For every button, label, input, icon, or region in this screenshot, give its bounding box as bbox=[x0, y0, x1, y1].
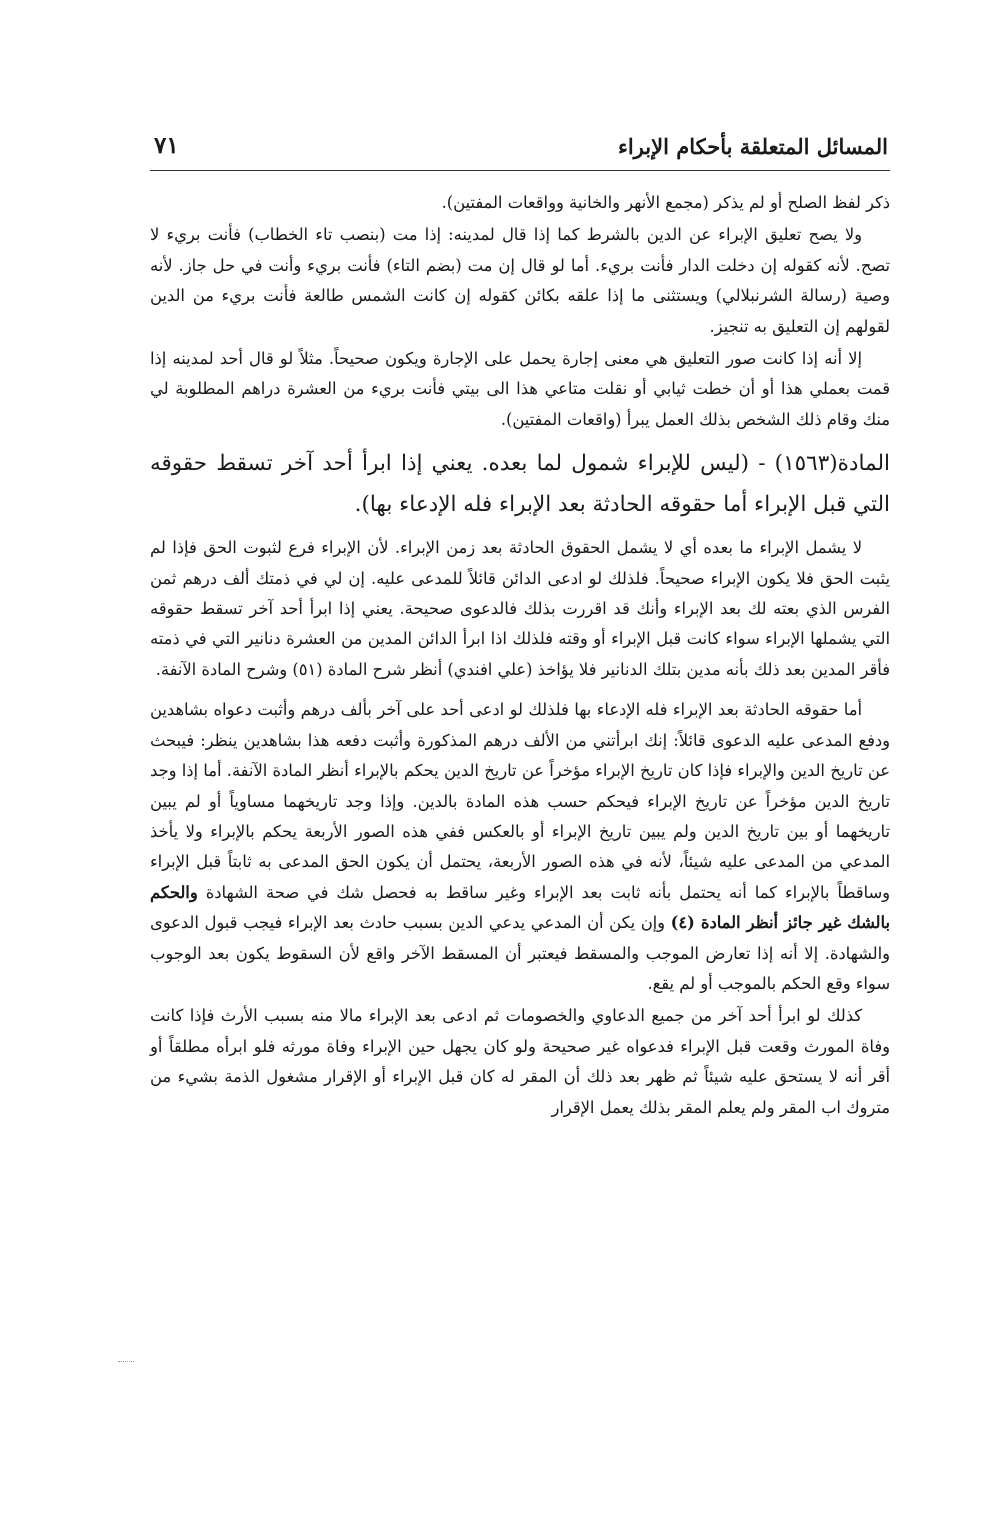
paragraph: لا يشمل الإبراء ما بعده أي لا يشمل الحقوق الحادثة بعد زمن الإبراء. لأن الإبراء فرع لثبوت الحق فإذا لم يثبت الحق فلا يكون الإبراء صحيحاً. فلذلك لو ادعى الدائن قائلاً للمدعى عليه. إن لي في ذمتك ألف درهم ثمن الفرس الذي بعته لك بعد الإبراء وأنك قد اقررت بذلك فالدعوى صحيحة. يعني إذا ابرأ أحد آخر تسقط حقوقه التي يشملها الإبراء سواء كانت قبل الإبراء أو وقته فلذلك اذا ابرأ الدائن المدين من العشرة دنانير التي في ذمته فأقر المدين بعد ذلك بأنه مدين بتلك الدنانير فلا يؤاخذ (علي افندي) أنظر شرح المادة (٥١) وشرح المادة الآنفة. bbox=[150, 538, 890, 679]
paragraph: ذكر لفظ الصلح أو لم يذكر (مجمع الأنهر والخانية وواقعات المفتين). bbox=[441, 193, 890, 212]
scan-mark bbox=[118, 1361, 134, 1362]
header-rule bbox=[150, 170, 890, 171]
paragraph: ولا يصح تعليق الإبراء عن الدين بالشرط كما إذا قال لمدينه: إذا مت (بنصب تاء الخطاب) فأنت بريء لا تصح. لأنه كقوله إن دخلت الدار فأنت بريء. أما لو قال إن مت (بضم التاء) فأنت بريء وأنت في حل جاز. لأنه وصية (رسالة الشرنبلالي) ويستثنى ما إذا علقه بكائن كقوله إن كانت الشمس طالعة فأنت بريء من الدين لقولهم إن التعليق به تنجيز. bbox=[150, 225, 890, 336]
paragraph-text: وإن يكن أن المدعي يدعي الدين بسبب حادث بعد الإبراء فيجب قبول الدعوى والشهادة. إلا أنه إذا تعارض الموجب والمسقط فيعتبر أن المسقط الآخر واقع لأن السقوط يكون بعد الوجوب سواء وقع الحكم بالموجب أو لم يقع. bbox=[150, 913, 890, 993]
page-number: ٧١ bbox=[154, 132, 179, 159]
page-body bbox=[150, 188, 890, 1123]
paragraph: كذلك لو ابرأ أحد آخر من جميع الدعاوي والخصومات ثم ادعى بعد الإبراء مالا منه بسبب الأرث فإذا كانت وفاة المورث وقعت قبل الإبراء فدعواه غير صحيحة ولو كان يجهل حين الإبراء وفاة مورثه فلو ابرأه مطلقاً أو أقر أنه لا يستحق عليه شيئاً ثم ظهر بعد ذلك أن المقر له كان قبل الإبراء أو الإقرار مشغول الذمة بشيء من متروك اب المقر ولم يعلم المقر بذلك يعمل الإقرار bbox=[150, 1006, 890, 1117]
paragraph bbox=[150, 695, 890, 999]
paragraph: إلا أنه إذا كانت صور التعليق هي معنى إجارة يحمل على الإجارة ويكون صحيحاً. مثلاً لو قال أحد لمدينه إذا قمت بعملي هذا أو أن خطت ثيابي أو نقلت متاعي هذا الى بيتي فأنت بريء من العشرة دراهم المطلوبة لي منك وقام ذلك الشخص بذلك العمل يبرأ (واقعات المفتين). bbox=[150, 349, 890, 429]
article-heading: المادة(١٥٦٣) - (ليس للإبراء شمول لما بعده. يعني إذا ابرأ أحد آخر تسقط حقوقه التي قبل الإبراء أما حقوقه الحادثة بعد الإبراء فله الإدعاء بها). bbox=[150, 451, 890, 518]
running-title: المسائل المتعلقة بأحكام الإبراء bbox=[617, 134, 888, 159]
paragraph-text: أما حقوقه الحادثة بعد الإبراء فله الإدعاء بها فلذلك لو ادعى أحد على آخر بألف درهم وأثبت دعواه بشاهدين ودفع المدعى عليه الدعوى قائلاً: إنك ابرأتني من الألف درهم المذكورة وأثبت دفعه هذا بشاهدين ينظر: فيبحث عن تاريخ الدين والإبراء فإذا كان تاريخ الإبراء مؤخراً عن تاريخ الدين يحكم بالإبراء أنظر المادة الآنفة. أما إذا وجد تاريخ الدين مؤخراً عن تاريخ الإبراء فيحكم حسب هذه المادة بالدين. وإذا وجد تاريخهما مساوياً أو لم يبين تاريخهما أو بين تاريخ الدين ولم يبين تاريخ الإبراء أو بالعكس ففي هذه الصور الأربعة يحكم بالإبراء ولا يأخذ المدعي من المدعى عليه شيئاً، لأنه في هذه الصور الأربعة، يحتمل أن يكون الحق المدعى به ثابتاً قبل الإبراء وساقطاً بالإبراء كما أنه يحتمل بأنه ثابت بعد الإبراء وغير ساقط به فحصل شك في صحة الشهادة bbox=[150, 700, 890, 902]
bold-phrase: والحكم بالشك غير جائز أنظر المادة (٤) bbox=[150, 882, 890, 933]
running-header bbox=[150, 128, 890, 168]
